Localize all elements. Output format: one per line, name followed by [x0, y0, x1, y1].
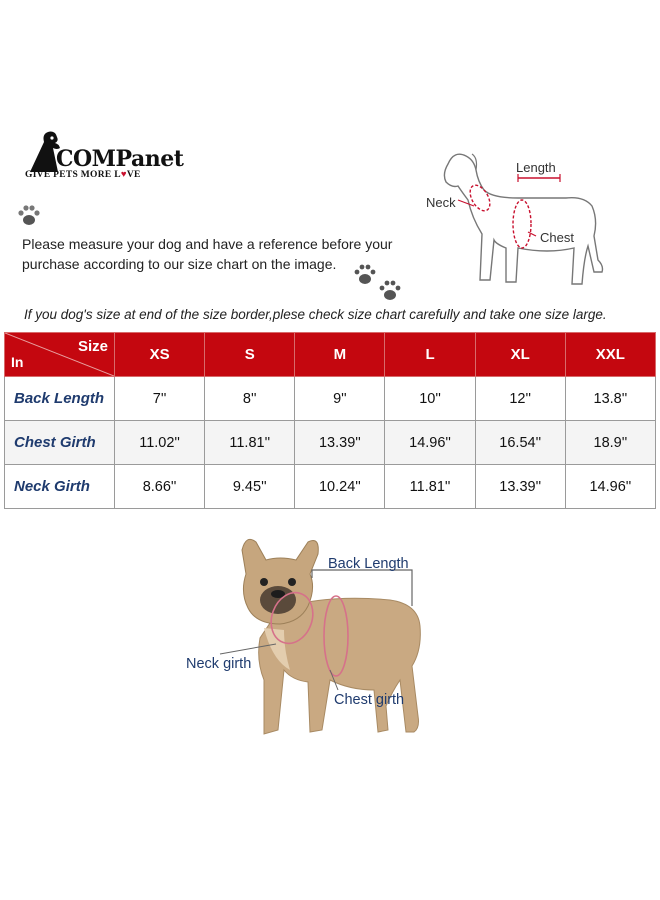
table-cell: 13.8''	[565, 377, 655, 421]
brand-name: COMPanet	[56, 146, 184, 172]
table-header-row	[5, 333, 656, 377]
table-cell: 11.02''	[115, 421, 205, 465]
corner-size-label: Size	[77, 338, 108, 355]
table-cell: 14.96''	[385, 421, 475, 465]
table-cell: 10''	[385, 377, 475, 421]
table-cell: 8''	[205, 377, 295, 421]
column-header-xl: XL	[475, 333, 565, 377]
column-header-s: S	[205, 333, 295, 377]
bulldog-measurement-diagram	[180, 530, 440, 750]
table-cell: 7''	[115, 377, 205, 421]
row-label-back-length: Back Length	[5, 377, 115, 421]
row-label-chest-girth: Chest Girth	[5, 421, 115, 465]
table-cell: 13.39''	[475, 465, 565, 509]
outline-dog-diagram	[418, 148, 618, 298]
brand-tagline: GIVE PETS MORE L♥VE	[25, 170, 141, 180]
column-header-xxl: XXL	[565, 333, 655, 377]
size-chart-table	[4, 332, 656, 509]
table-cell: 12''	[475, 377, 565, 421]
corner-in-label: In	[11, 354, 24, 370]
column-header-m: M	[295, 333, 385, 377]
size-note: If you dog's size at end of the size border,plese check size chart carefully and take one size large.	[24, 307, 607, 322]
table-cell: 13.39''	[295, 421, 385, 465]
table-cell: 10.24''	[295, 465, 385, 509]
table-row	[5, 421, 656, 465]
neck-label: Neck	[426, 195, 456, 210]
table-cell: 11.81''	[205, 421, 295, 465]
intro-text: Please measure your dog and have a reference before your purchase according to our size chart on the image.	[22, 236, 393, 272]
column-header-l: L	[385, 333, 475, 377]
table-cell: 8.66''	[115, 465, 205, 509]
heart-icon: ♥	[120, 170, 127, 180]
table-row	[5, 465, 656, 509]
table-cell: 11.81''	[385, 465, 475, 509]
table-corner-cell	[5, 333, 115, 377]
table-cell: 9''	[295, 377, 385, 421]
neck-girth-label: Neck girth	[186, 656, 252, 672]
chest-label: Chest	[540, 230, 574, 245]
chest-girth-label: Chest girth	[334, 692, 405, 708]
length-label: Length	[516, 160, 556, 175]
brand-logo	[24, 128, 184, 186]
table-cell: 18.9''	[565, 421, 655, 465]
column-header-xs: XS	[115, 333, 205, 377]
table-cell: 14.96''	[565, 465, 655, 509]
paw-icon	[16, 204, 42, 228]
table-cell: 16.54''	[475, 421, 565, 465]
table-cell: 9.45''	[205, 465, 295, 509]
back-length-label: Back Length	[328, 556, 409, 572]
table-row	[5, 377, 656, 421]
row-label-neck-girth: Neck Girth	[5, 465, 115, 509]
